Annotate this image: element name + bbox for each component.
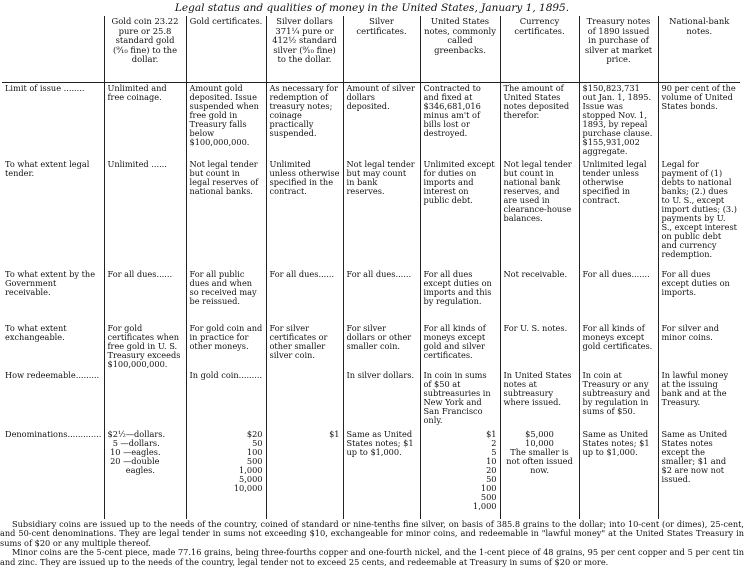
table-cell: Legal for payment of (1) debts to national banks; (2.) dues to U. S., except import duties; (3.) payments by U. S., except interest on public debt and currency redemption. [658,159,740,269]
table-cell: $20 50 100 500 1,000 5,000 10,000 [186,429,266,519]
column-header-silver-certificates: Silver certificates. [343,16,420,83]
table-cell: $150,823,731 out Jan. 1, 1895. Issue was stopped Nov. 1, 1893, by repeal purchase clause. $155,931,002 aggregate. [579,83,658,160]
table-cell: $2½—dollars. 5 —dollars. 10 —eagles. 20 —double eagles. [104,429,186,519]
table-cell: In coin at Treasury or any subtreasury and by regulation in sums of $50. [579,370,658,429]
table-cell: For all dues except duties on imports. [658,269,740,323]
table-cell: In silver dollars. [343,370,420,429]
footnotes [0,520,744,567]
table-row [2,370,740,429]
row-label: Denominations............. [5,429,102,439]
table-cell: Not receivable. [500,269,579,323]
footnote-minor-coins: Minor coins are the 5-cent piece, made 77.16 grains, being three-fourths copper and one-fourth nickel, and the 1-cent piece of 48 grains, 95 per cent copper and 5 per cent tin and zinc. They are issued up to the needs of the country, legal tender not to exceed 25 cents, and redeemable at Treasury in sums of $20 or more. [0,547,744,567]
column-header-silver-dollars: Silver dollars 371¼ pure or 412½ standard silver (⁹⁄₁₀ fine) to the dollar. [266,16,343,83]
table-row [2,323,740,370]
table-cell: Contracted to and fixed at $346,681,016 minus am't of bills lost or destroyed. [420,83,500,160]
table-row [2,269,740,323]
table-cell: Unlimited and free coinage. [104,83,186,160]
table-cell: For gold certificates when free gold in U. S. Treasury exceeds $100,000,000. [104,323,186,370]
column-header [2,16,104,83]
table-cell: In gold coin......... [186,370,266,429]
table-cell: For all public dues and when so received may be reissued. [186,269,266,323]
header-row [2,16,740,83]
column-header-gold-coin: Gold coin 23.22 pure or 25.8 standard gold (⁹⁄₁₀ fine) to the dollar. [104,16,186,83]
column-header-treasury-notes: Treasury notes of 1890 issued in purchase of silver at market price. [579,16,658,83]
table-cell: $5,000 10,000 The smaller is not often issued now. [500,429,579,519]
table-cell: For all dues...... [266,269,343,323]
table-cell: Same as United States notes except the smaller; $1 and $2 are now not issued. [658,429,740,519]
row-label: Limit of issue ........ [5,83,85,93]
table-cell: Same as United States notes; $1 up to $1,000. [343,429,420,519]
table-cell: 90 per cent of the volume of United States bonds. [658,83,740,160]
table-cell: In coin in sums of $50 at subtreasuries in New York and San Francisco only. [420,370,500,429]
table-cell: Unlimited legal tender unless otherwise specified in contract. [579,159,658,269]
table-cell: The amount of United States notes deposited therefor. [500,83,579,160]
table-cell: Not legal tender but count in legal reserves of national banks. [186,159,266,269]
table-cell: For all dues...... [104,269,186,323]
column-header-us-notes: United States notes, commonly called greenbacks. [420,16,500,83]
table-cell: For all kinds of moneys except gold and silver certificates. [420,323,500,370]
row-label: To what extent legal tender. [5,159,90,178]
page-title: Legal status and qualities of money in the United States, January 1, 1895. [174,2,570,14]
table-cell: $1 2 5 10 20 50 100 500 1,000 [420,429,500,519]
footnote-subsidiary-coins: Subsidiary coins are issued up to the needs of the country, coined of standard or nine-tenths fine silver, on basis of 385.8 grains to the dollar; into 10-cent (or dimes), 25-cent, and 50-cent denominations. They are legal tender in sums not exceeding $10, exchangeable for minor coins, and redeemable in "lawful money" at the United States Treasury in sums of $20 or any multiple thereof. [0,519,744,548]
table-row [2,429,740,519]
table-cell: Amount of silver dollars deposited. [343,83,420,160]
table-cell: Unlimited ...... [104,159,186,269]
row-label: To what extent by the Government receivable. [5,269,96,297]
table-cell: For gold coin and in practice for other moneys. [186,323,266,370]
table-cell: For all dues except duties on imports and this by regulation. [420,269,500,323]
table-cell: For silver certificates or other smaller silver coin. [266,323,343,370]
row-label: How redeemable......... [5,370,100,380]
table-cell: For all dues...... [343,269,420,323]
money-status-table [2,16,740,519]
table-cell: In lawful money at the issuing bank and at the Treasury. [658,370,740,429]
table-cell: Unlimited except for duties on imports and interest on public debt. [420,159,500,269]
table-cell: Unlimited unless otherwise specified in the contract. [266,159,343,269]
table-cell: Amount gold deposited. Issue suspended when free gold in Treasury falls below $100,000,000. [186,83,266,160]
column-header-gold-certificates: Gold certificates. [186,16,266,83]
table-cell [104,370,186,429]
row-label: To what extent exchangeable. [5,323,67,342]
table-cell: $1 [266,429,343,519]
table-cell: Not legal tender but may count in bank reserves. [343,159,420,269]
column-header-national-bank-notes: National-bank notes. [658,16,740,83]
table-cell: In United States notes at subtreasury where issued. [500,370,579,429]
table-cell: For all kinds of moneys except gold certificates. [579,323,658,370]
table-cell: For U. S. notes. [500,323,579,370]
table-cell: For silver dollars or other smaller coin. [343,323,420,370]
column-header-currency-certificates: Currency certificates. [500,16,579,83]
table-row [2,159,740,269]
table-cell: For silver and minor coins. [658,323,740,370]
table-cell: Same as United States notes; $1 up to $1,000. [579,429,658,519]
table-cell: Not legal tender but count in national bank reserves, and are used in clearance-house balances. [500,159,579,269]
table-cell: For all dues....... [579,269,658,323]
table-cell: As necessary for redemption of treasury notes; coinage practically suspended. [266,83,343,160]
table-row [2,83,740,160]
table-cell [266,370,343,429]
